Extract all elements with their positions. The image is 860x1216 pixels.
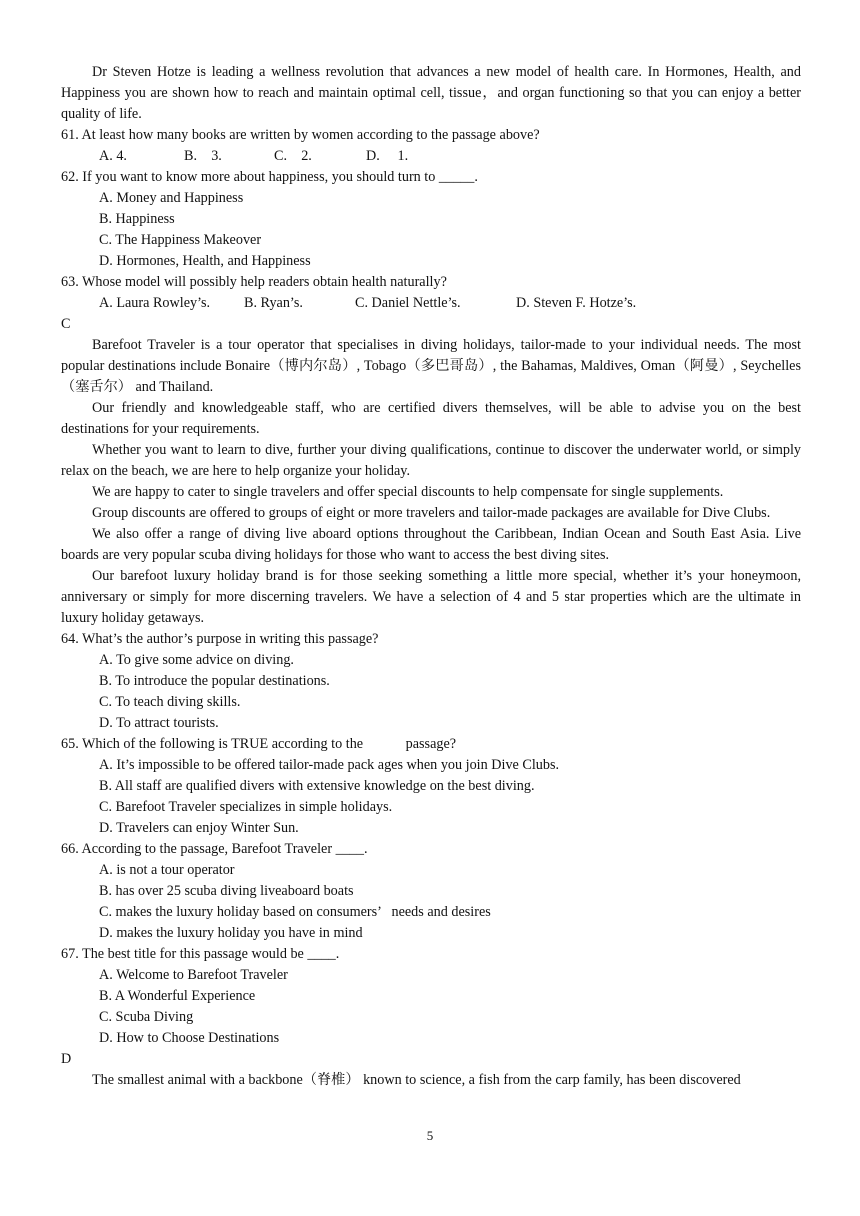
q63-option-a: A. Laura Rowley’s.: [99, 295, 211, 311]
page-content: [61, 62, 801, 1091]
question-61-stem: 61. At least how many books are written by women according to the passage above?: [61, 127, 540, 143]
question-62-stem: 62. If you want to know more about happiness, you should turn to _____.: [61, 169, 478, 185]
question-66-stem: 66. According to the passage, Barefoot Traveler ____.: [61, 841, 368, 857]
passage-b-tail-paragraph: Dr Steven Hotze is leading a wellness revolution that advances a new model of health care. In Hormones, Health, and Happiness you are shown how to reach and maintain optimal cell, tissue，and organ functioning so that you can enjoy a better quality of life.: [61, 64, 801, 122]
q61-option-a: A. 4.: [99, 148, 127, 164]
q66-option-b: B. has over 25 scuba diving liveaboard boats: [99, 883, 354, 899]
section-c-paragraph-3: Whether you want to learn to dive, further your diving qualifications, continue to discover the underwater world, or simply relax on the beach, we are here to help organize your holiday.: [61, 442, 801, 479]
question-64-stem: 64. What’s the author’s purpose in writing this passage?: [61, 631, 379, 647]
q66-option-d: D. makes the luxury holiday you have in mind: [99, 925, 363, 941]
q62-option-c: C. The Happiness Makeover: [99, 232, 262, 248]
q64-option-c: C. To teach diving skills.: [99, 694, 241, 710]
q63-option-c: C. Daniel Nettle’s.: [355, 295, 461, 311]
q62-option-b: B. Happiness: [99, 211, 175, 227]
q65-option-a: A. It’s impossible to be offered tailor-made pack ages when you join Dive Clubs.: [99, 757, 560, 773]
question-63-stem: 63. Whose model will possibly help readers obtain health naturally?: [61, 274, 447, 290]
q61-option-c: C. 2.: [274, 148, 312, 164]
q62-option-d: D. Hormones, Health, and Happiness: [99, 253, 311, 269]
q64-option-a: A. To give some advice on diving.: [99, 652, 294, 668]
q67-option-d: D. How to Choose Destinations: [99, 1030, 280, 1046]
section-c-paragraph-1: Barefoot Traveler is a tour operator that specialises in diving holidays, tailor-made to your individual needs. The most popular destinations include Bonaire（博内尔岛）, Tobago（多巴哥岛）, the Bahamas, Maldives, Oman（阿曼）, Seychelles （塞舌尔） and Thailand.: [61, 337, 801, 395]
question-67-stem: 67. The best title for this passage would be ____.: [61, 946, 340, 962]
section-c-paragraph-2: Our friendly and knowledgeable staff, who are certified divers themselves, will be able to advise you on the best destinations for your requirements.: [61, 400, 801, 437]
q63-option-b: B. Ryan’s.: [244, 295, 303, 311]
q61-option-b: B. 3.: [184, 148, 222, 164]
question-65-stem: 65. Which of the following is TRUE according to the passage?: [61, 736, 457, 752]
section-d-label: D: [61, 1051, 72, 1067]
question-63-options: [61, 293, 801, 314]
q64-option-d: D. To attract tourists.: [99, 715, 219, 731]
section-c-paragraph-6: We also offer a range of diving live aboard options throughout the Caribbean, Indian Ocean and South East Asia. Live boards are very popular scuba diving holidays for those who want to access the best diving sites.: [61, 526, 801, 563]
q67-option-b: B. A Wonderful Experience: [99, 988, 256, 1004]
question-61-options: [61, 146, 801, 167]
q65-option-b: B. All staff are qualified divers with extensive knowledge on the best diving.: [99, 778, 535, 794]
q65-option-d: D. Travelers can enjoy Winter Sun.: [99, 820, 299, 836]
q63-option-d: D. Steven F. Hotze’s.: [516, 295, 637, 311]
section-c-paragraph-7: Our barefoot luxury holiday brand is for those seeking something a little more special, whether it’s your honeymoon, anniversary or simply for more discerning travelers. We have a selection of 4 and 5 star properties which are the ultimate in luxury holiday getaways.: [61, 568, 801, 626]
q64-option-b: B. To introduce the popular destinations.: [99, 673, 330, 689]
q66-option-c: C. makes the luxury holiday based on consumers’ needs and desires: [99, 904, 491, 920]
q62-option-a: A. Money and Happiness: [99, 190, 244, 206]
section-c-label: C: [61, 316, 71, 332]
q67-option-a: A. Welcome to Barefoot Traveler: [99, 967, 288, 983]
section-c-paragraph-5: Group discounts are offered to groups of eight or more travelers and tailor-made packages are available for Dive Clubs.: [92, 505, 771, 521]
section-c-paragraph-4: We are happy to cater to single travelers and offer special discounts to help compensate for single supplements.: [92, 484, 724, 500]
q65-option-c: C. Barefoot Traveler specializes in simple holidays.: [99, 799, 393, 815]
q61-option-d: D. 1.: [366, 148, 409, 164]
section-d-first-line: The smallest animal with a backbone（脊椎） known to science, a fish from the carp family, has been discovered: [92, 1072, 741, 1088]
page-number: 5: [426, 1128, 434, 1143]
q67-option-c: C. Scuba Diving: [99, 1009, 194, 1025]
q66-option-a: A. is not a tour operator: [99, 862, 235, 878]
